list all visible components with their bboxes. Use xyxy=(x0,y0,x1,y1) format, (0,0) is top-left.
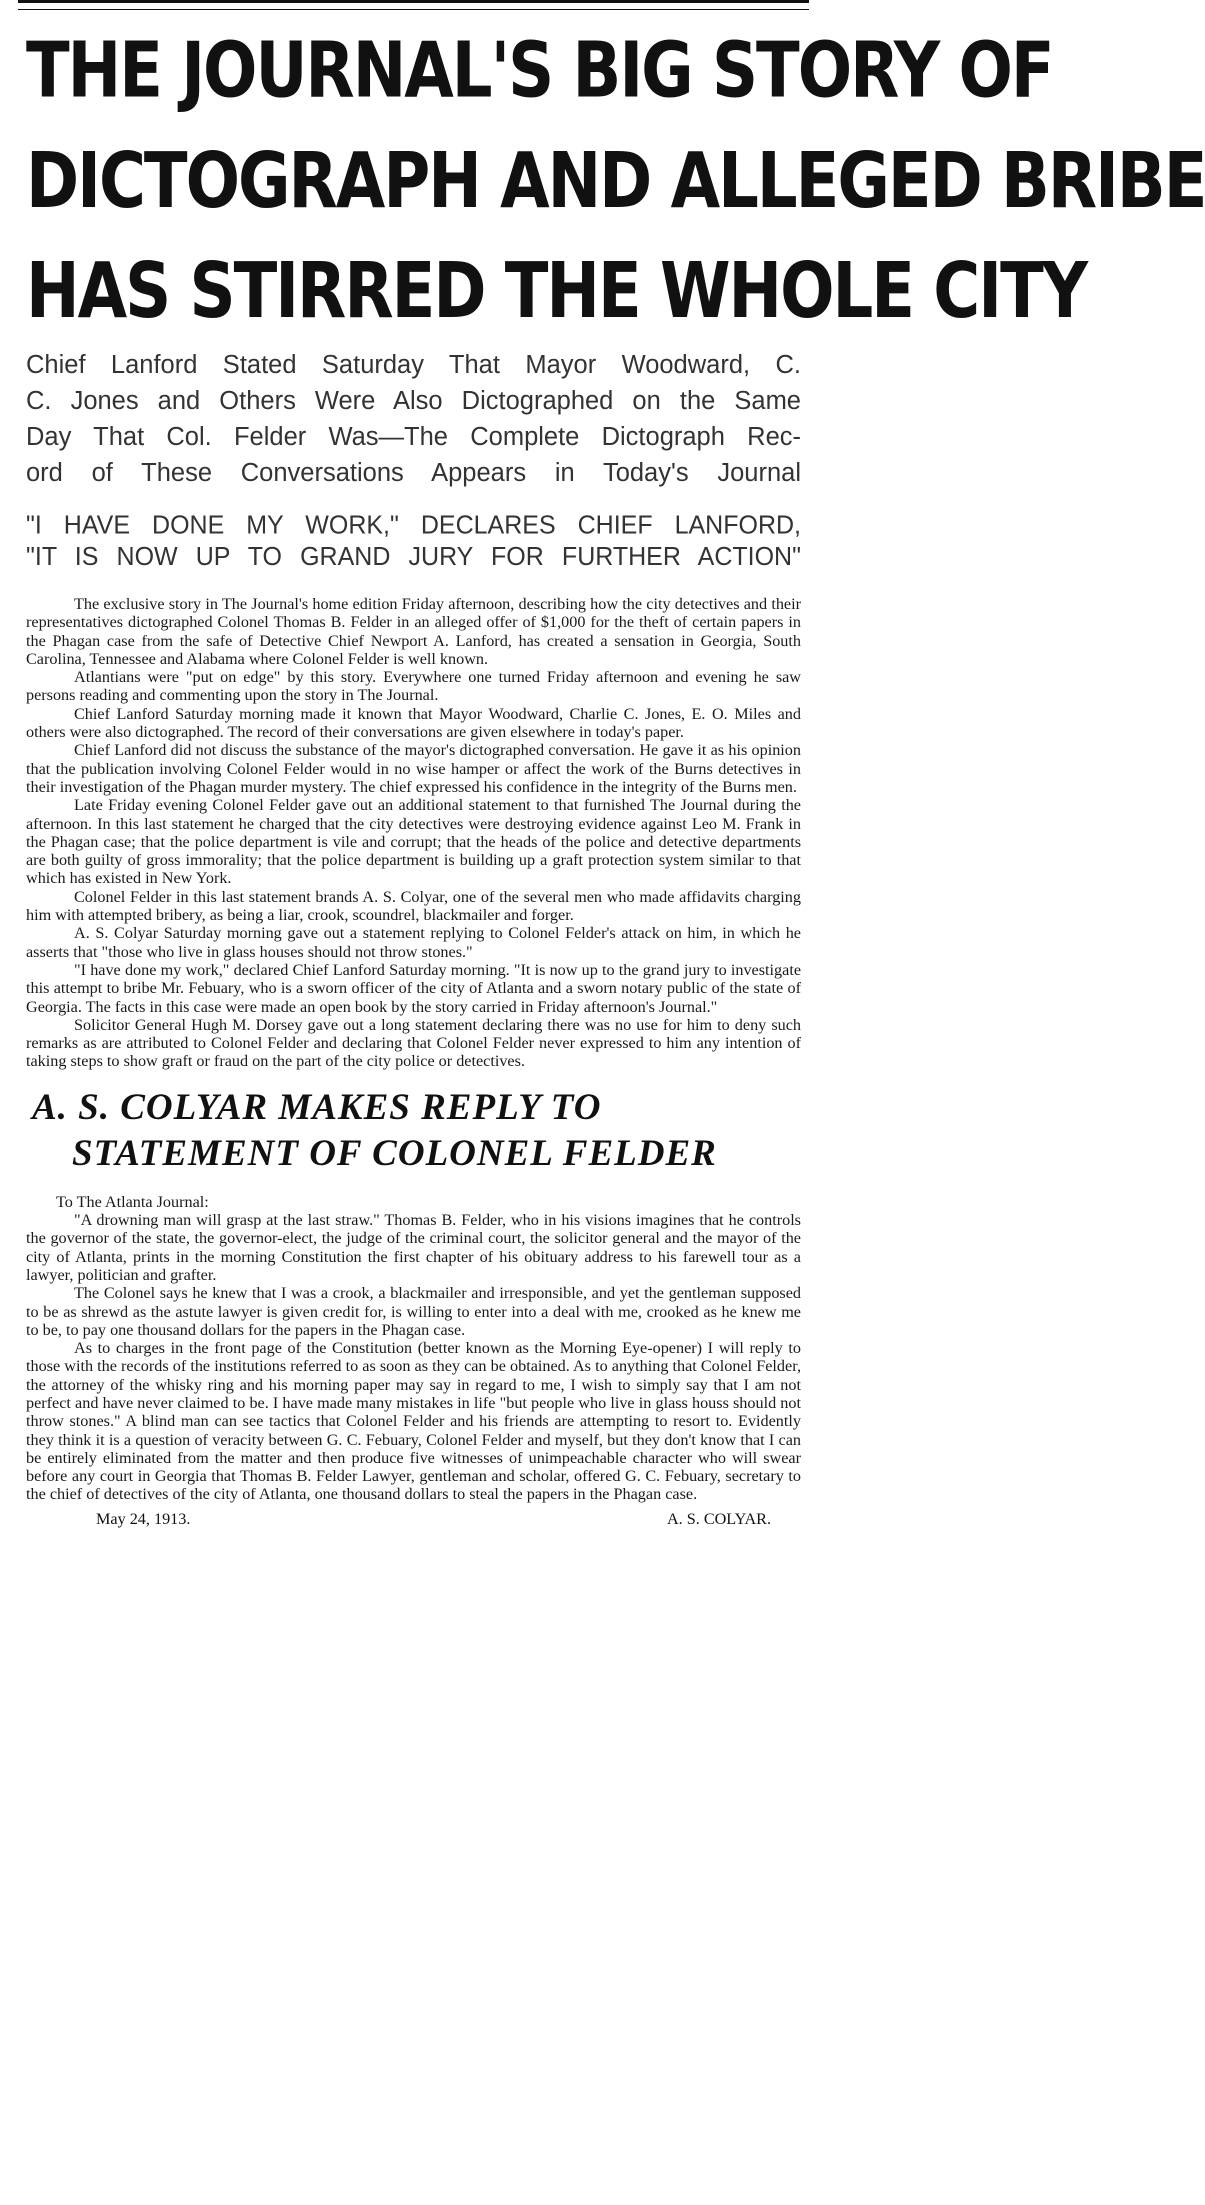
deck-quote xyxy=(26,510,801,573)
article1-paragraph: The exclusive story in The Journal's home edition Friday afternoon, describing how the city detectives and their representatives dictographed Colonel Thomas B. Felder in an alleged offer of $1,000 for the theft of certain papers in the Phagan case from the safe of Detective Chief Newport A. Lanford, has created a sensation in Georgia, South Carolina, Tennessee and Alabama where Colonel Felder is well known. xyxy=(26,595,801,668)
article1-paragraph: Solicitor General Hugh M. Dorsey gave out a long statement declaring there was no use for him to deny such remarks as are attributed to Colonel Felder and declaring that Colonel Felder never expressed to him any intention of taking steps to show graft or fraud on the part of the city police or detectives. xyxy=(26,1015,801,1071)
article2-paragraph: "A drowning man will grasp at the last straw." Thomas B. Felder, who in his visions imagines that he controls the governor of the state, the governor-elect, the judge of the criminal court, the solicitor general and the mayor of the city of Atlanta, prints in the morning Constitution the first chapter of his obituary address to his farewell tour as a lawyer, politician and grafter. xyxy=(26,1211,801,1284)
deck-line-1: "I HAVE DONE MY WORK," DECLARES CHIEF LANFORD, xyxy=(26,510,801,540)
headline-line-2: DICTOGRAPH AND ALLEGED BRIBE xyxy=(26,137,1205,227)
article1-paragraph: Chief Lanford Saturday morning made it known that Mayor Woodward, Charlie C. Jones, E. O. Miles and others were also dictographed. The record of their conversations are given elsewhere in today's paper. xyxy=(26,704,801,742)
subhead-line-4: ord of These Conversations Appears in Today's Journal xyxy=(26,459,801,487)
headline-line-3: HAS STIRRED THE WHOLE CITY xyxy=(26,247,1087,337)
section-headline-line-2: STATEMENT OF COLONEL FELDER xyxy=(72,1132,717,1174)
section-headline-line-1: A. S. COLYAR MAKES REPLY TO xyxy=(32,1086,602,1128)
letter-date: May 24, 1913. xyxy=(96,1509,191,1528)
article1-paragraph: Colonel Felder in this last statement brands A. S. Colyar, one of the several men who made affidavits charging him with attempted bribery, as being a liar, crook, scoundrel, blackmailer and forger. xyxy=(26,887,801,925)
article1-paragraph: A. S. Colyar Saturday morning gave out a statement replying to Colonel Felder's attack on him, in which he asserts that "those who live in glass houses should not throw stones." xyxy=(26,924,801,961)
article-body-colyar-letter xyxy=(26,1193,801,1504)
article2-paragraph: As to charges in the front page of the Constitution (better known as the Morning Eye-opener) I will reply to those with the records of the institutions referred to as soon as they can be obtained. As to anything that Colonel Felder, the attorney of the whisky ring and his morning paper may say in regard to me, I wish to simply say that I am not perfect and have never claimed to be. I have made many mistakes in life "but people who live in glass houss should not throw stones." A blind man can see tactics that Colonel Felder and his friends are attempting to resort to. Evidently they think it is a question of veracity between G. C. Febuary, Colonel Felder and myself, but they don't know that I can be entirely eliminated from the matter and then produce five witnesses of unimpeachable character who will swear before any court in Georgia that Thomas B. Felder Lawyer, gentleman and scholar, offered G. C. Febuary, secretary to the chief of detectives of the city of Atlanta, one thousand dollars to steal the papers in the Phagan case. xyxy=(26,1339,801,1504)
article1-paragraph: Atlantians were "put on edge" by this story. Everywhere one turned Friday afternoon and evening he saw persons reading and commenting upon the story in The Journal. xyxy=(26,668,801,705)
article1-paragraph: "I have done my work," declared Chief Lanford Saturday morning. "It is now up to the grand jury to investigate this attempt to bribe Mr. Febuary, who is a sworn officer of the city of Atlanta and a sworn notary public of the state of Georgia. The facts in this case were made an open book by the story carried in Friday afternoon's Journal." xyxy=(26,960,801,1016)
main-headline xyxy=(26,16,1205,347)
article-body-lanford xyxy=(26,595,801,1071)
article1-paragraph: Chief Lanford did not discuss the substance of the mayor's dictographed conversation. He gave it as his opinion that the publication involving Colonel Felder would in no wise hamper or affect the work of the Burns detectives in their investigation of the Phagan murder mystery. The chief expressed his confidence in the integrity of the Burns men. xyxy=(26,741,801,796)
article1-paragraph: Late Friday evening Colonel Felder gave out an additional statement to that furnished The Journal during the afternoon. In this last statement he charged that the city detectives were destroying evidence against Leo M. Frank in the Phagan case; that the police department is vile and corrupt; that the heads of the police and detective departments are both guilty of gross immorality; that the police department is building up a graft protection system similar to that which has existed in New York. xyxy=(26,796,801,888)
article2-paragraph: The Colonel says he knew that I was a crook, a blackmailer and irresponsible, and yet the gentleman supposed to be as shrewd as the astute lawyer is given credit for, is willing to enter into a deal with me, crooked as he knew me to be, to pay one thousand dollars for the papers in the Phagan case. xyxy=(26,1284,801,1339)
top-rule xyxy=(18,0,809,10)
letter-salutation: To The Atlanta Journal: xyxy=(56,1192,209,1211)
section-headline-colyar xyxy=(26,1085,801,1177)
letter-signature: A. S. COLYAR. xyxy=(666,1509,771,1528)
subheadline xyxy=(26,347,801,491)
subhead-line-3: Day That Col. Felder Was—The Complete Dictograph Rec- xyxy=(26,423,801,451)
headline-line-1: THE JOURNAL'S BIG STORY OF xyxy=(26,26,1053,116)
subhead-line-2: C. Jones and Others Were Also Dictographed on the Same xyxy=(26,387,801,415)
letter-signoff xyxy=(26,1510,801,1528)
subhead-line-1: Chief Lanford Stated Saturday That Mayor Woodward, C. xyxy=(26,351,801,379)
deck-line-2: "IT IS NOW UP TO GRAND JURY FOR FURTHER ACTION" xyxy=(26,542,801,572)
